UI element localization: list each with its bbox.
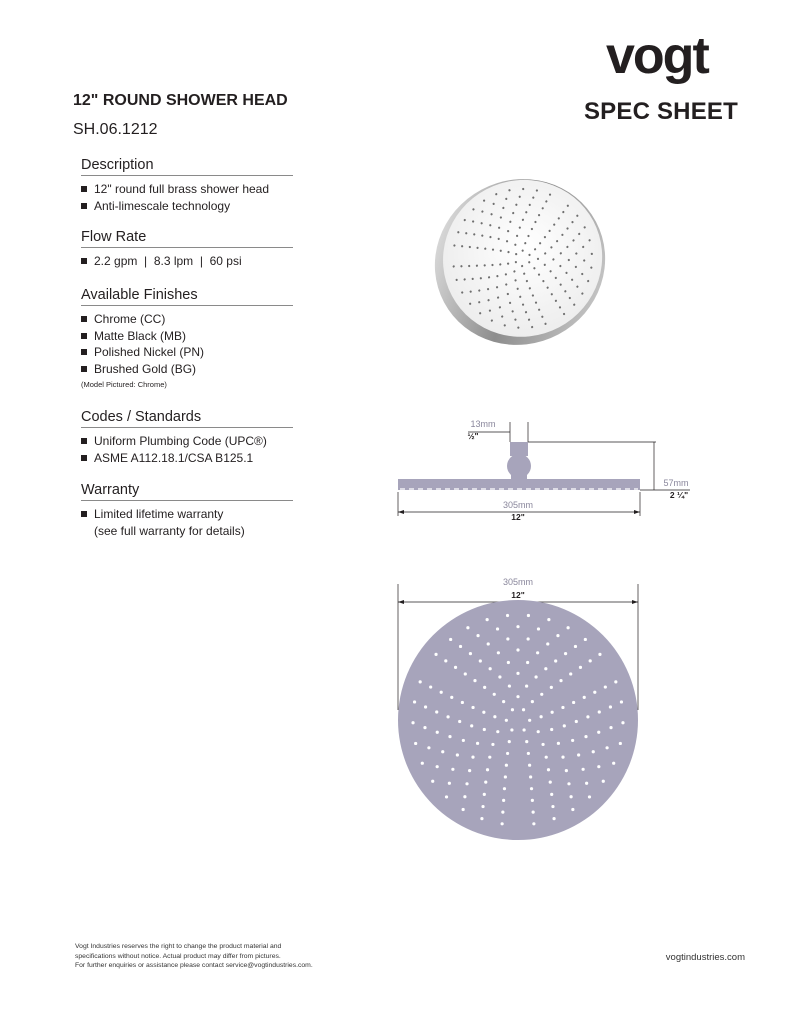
nozzle-dot <box>531 700 534 703</box>
nozzle-dot <box>569 672 572 675</box>
nozzle-dot <box>585 782 588 785</box>
nozzle-dot <box>563 724 566 727</box>
nozzle-dot <box>525 740 528 743</box>
nozzle-dot <box>516 625 519 628</box>
nozzle-dot <box>614 680 617 683</box>
nozzle-dot <box>505 764 508 767</box>
warranty-line-1: Limited lifetime warranty <box>94 507 224 521</box>
nozzle-dot <box>619 742 622 745</box>
nozzle-dot <box>448 782 451 785</box>
footer-disclaimer <box>75 942 313 971</box>
nozzle-dot <box>471 706 474 709</box>
nozzle-dot <box>498 675 501 678</box>
nozzle-dot <box>483 728 486 731</box>
nozzle-dot <box>462 739 465 742</box>
nozzle-dot <box>552 817 555 820</box>
nozzle-dot <box>584 735 587 738</box>
product-code: SH.06.1212 <box>73 121 158 138</box>
finishes-section <box>81 287 293 389</box>
nozzle-dot <box>586 715 589 718</box>
nozzle-dot <box>427 746 430 749</box>
nozzle-dot <box>413 700 416 703</box>
nozzle-dot <box>473 679 476 682</box>
model-pictured-note: (Model Pictured: Chrome) <box>81 380 167 389</box>
nozzle-dot <box>503 787 506 790</box>
nozzle-dot <box>584 638 587 641</box>
nozzle-dot <box>436 765 439 768</box>
nozzle-dot <box>556 634 559 637</box>
nozzle-dot <box>528 719 531 722</box>
nozzle-dot <box>456 753 459 756</box>
nozzle-dot <box>605 746 608 749</box>
nozzle-dot <box>574 645 577 648</box>
nozzle-dot <box>465 782 468 785</box>
nozzle-dot <box>429 685 432 688</box>
nozzle-dot <box>597 765 600 768</box>
nozzle-dot <box>423 726 426 729</box>
nozzle-dot <box>547 618 550 621</box>
nozzle-dot <box>567 782 570 785</box>
nozzle-dot <box>516 695 519 698</box>
flow-rate-section <box>81 229 293 270</box>
nozzle-dot <box>479 659 482 662</box>
nozzle-dot <box>476 634 479 637</box>
nozzle-dot <box>575 720 578 723</box>
nozzle-dot <box>532 822 535 825</box>
nozzle-dot <box>493 715 496 718</box>
nozzle-dot <box>528 764 531 767</box>
nozzle-dot <box>458 720 461 723</box>
nozzle-dot <box>448 735 451 738</box>
nozzle-dot <box>483 793 486 796</box>
list-item: Polished Nickel (PN) <box>81 344 293 361</box>
nozzle-dot <box>516 648 519 651</box>
vogt-logo: vogt <box>606 27 708 85</box>
nozzle-dot <box>421 762 424 765</box>
codes-section <box>81 409 293 466</box>
nozzle-dot <box>411 721 414 724</box>
nozzle-dot <box>493 693 496 696</box>
nozzle-dot <box>446 715 449 718</box>
nozzle-dot <box>487 642 490 645</box>
nozzle-dot <box>602 780 605 783</box>
nozzle-dot <box>463 795 466 798</box>
nozzle-dot <box>466 626 469 629</box>
nozzle-dot <box>424 705 427 708</box>
nozzle-dot <box>545 756 548 759</box>
nozzle-dot <box>557 742 560 745</box>
nozzle-dot <box>501 811 504 814</box>
nozzle-dot <box>541 743 544 746</box>
nozzle-dot <box>559 679 562 682</box>
nozzle-dot <box>489 667 492 670</box>
nozzle-dot <box>550 686 553 689</box>
nozzle-dot <box>502 799 505 802</box>
nozzle-dot <box>414 742 417 745</box>
nozzle-dot <box>532 811 535 814</box>
nozzle-dot <box>505 719 508 722</box>
nozzle-dot <box>488 756 491 759</box>
nozzle-dot <box>506 637 509 640</box>
nozzle-dot <box>516 672 519 675</box>
nozzle-dot <box>511 708 514 711</box>
nozzle-dot <box>462 808 465 811</box>
nozzle-dot <box>561 756 564 759</box>
list-item: Uniform Plumbing Code (UPC®) <box>81 433 293 450</box>
face-view-drawing <box>390 580 650 840</box>
nozzle-dot <box>546 642 549 645</box>
nozzle-dot <box>486 768 489 771</box>
nozzle-dot <box>482 711 485 714</box>
nozzle-dot <box>534 675 537 678</box>
nozzle-dot <box>530 787 533 790</box>
nozzle-dot <box>451 768 454 771</box>
nozzle-dot <box>435 710 438 713</box>
nozzle-dot <box>565 769 568 772</box>
nozzle-dot <box>441 750 444 753</box>
spec-sheet-title: SPEC SHEET <box>583 98 738 125</box>
nozzle-dot <box>506 752 509 755</box>
side-width-dimension-mm: 305mm <box>502 500 533 510</box>
nozzle-dot <box>551 711 554 714</box>
nozzle-dot <box>582 768 585 771</box>
nozzle-dot <box>588 795 591 798</box>
nozzle-dot <box>496 627 499 630</box>
codes-heading: Codes / Standards <box>81 409 293 428</box>
nozzle-dot <box>419 680 422 683</box>
list-item <box>81 506 293 539</box>
nozzle-dot <box>468 769 471 772</box>
nozzle-dot <box>481 805 484 808</box>
list-item: Matte Black (MB) <box>81 328 293 345</box>
nozzle-dot <box>491 743 494 746</box>
nozzle-dot <box>589 659 592 662</box>
warranty-heading: Warranty <box>81 482 293 501</box>
list-item: 12" round full brass shower head <box>81 181 293 198</box>
nozzle-dot <box>604 685 607 688</box>
nozzle-dot <box>471 756 474 759</box>
nozzle-dot <box>434 653 437 656</box>
nozzle-dot <box>504 775 507 778</box>
nozzle-dot <box>612 762 615 765</box>
nozzle-dot <box>502 700 505 703</box>
nozzle-dot <box>507 661 510 664</box>
top-width-dimension-in: 12" <box>511 590 525 600</box>
nozzle-dot <box>544 667 547 670</box>
nozzle-dot <box>444 659 447 662</box>
nozzle-dot <box>567 626 570 629</box>
nozzle-dot <box>525 684 528 687</box>
list-item: Chrome (CC) <box>81 311 293 328</box>
nozzle-dot <box>550 793 553 796</box>
nozzle-dot <box>561 706 564 709</box>
nozzle-dot <box>529 775 532 778</box>
product-image <box>420 170 620 355</box>
nozzle-dot <box>508 740 511 743</box>
nozzle-dot <box>536 651 539 654</box>
list-item: ASME A112.18.1/CSA B125.1 <box>81 450 293 467</box>
nozzle-dot <box>609 726 612 729</box>
nozzle-dot <box>527 614 530 617</box>
nozzle-dot <box>550 728 553 731</box>
nozzle-dot <box>598 653 601 656</box>
nozzle-dot <box>454 666 457 669</box>
warranty-line-2: (see full warranty for details) <box>94 523 245 538</box>
nozzle-dot <box>597 731 600 734</box>
list-item: Brushed Gold (BG) <box>81 361 293 378</box>
warranty-section <box>81 482 293 539</box>
nozzle-dot <box>540 715 543 718</box>
nozzle-dot <box>593 691 596 694</box>
nozzle-dot <box>483 686 486 689</box>
product-title: 12" ROUND SHOWER HEAD <box>73 92 288 109</box>
nozzle-dot <box>461 701 464 704</box>
nozzle-dot <box>436 731 439 734</box>
side-width-dimension-in: 12" <box>511 512 525 522</box>
nozzle-dot <box>571 739 574 742</box>
description-heading: Description <box>81 157 293 176</box>
arm-dimension-in: ½" <box>467 431 479 441</box>
nozzle-dot <box>579 666 582 669</box>
nozzle-dot <box>480 817 483 820</box>
nozzle-dot <box>537 627 540 630</box>
nozzle-dot <box>531 799 534 802</box>
arm-dimension-mm: 13mm <box>470 419 496 429</box>
nozzle-dot <box>621 721 624 724</box>
nozzle-dot <box>496 730 499 733</box>
nozzle-dot <box>470 724 473 727</box>
side-elevation-drawing <box>390 412 700 532</box>
disclaimer-line-2: specifications without notice. Actual product may differ from pictures. <box>75 952 281 960</box>
description-section <box>81 157 293 214</box>
nozzle-dot <box>522 708 525 711</box>
nozzle-dot <box>549 781 552 784</box>
list-item: Anti-limescale technology <box>81 198 293 215</box>
nozzle-dot <box>554 659 557 662</box>
list-item: 2.2 gpm | 8.3 lpm | 60 psi <box>81 253 293 270</box>
nozzle-dot <box>497 651 500 654</box>
nozzle-dot <box>527 752 530 755</box>
flow-rate-heading: Flow Rate <box>81 229 293 248</box>
nozzle-dot <box>609 705 612 708</box>
nozzle-dot <box>572 701 575 704</box>
height-dimension-mm: 57mm <box>663 478 689 488</box>
nozzle-dot <box>459 645 462 648</box>
nozzle-dot <box>577 753 580 756</box>
nozzle-dot <box>431 780 434 783</box>
nozzle-dot <box>583 696 586 699</box>
nozzle-dot <box>620 700 623 703</box>
nozzle-dot <box>571 808 574 811</box>
footer-website-link[interactable]: vogtindustries.com <box>665 952 745 963</box>
nozzle-dot <box>476 742 479 745</box>
nozzle-dot <box>510 728 513 731</box>
nozzle-dot <box>526 661 529 664</box>
nozzle-dot <box>501 822 504 825</box>
nozzle-dot <box>540 693 543 696</box>
disclaimer-line-3: For further enquiries or assistance please contact service@vogtindustries.com. <box>75 962 313 970</box>
nozzle-dot <box>469 652 472 655</box>
nozzle-dot <box>551 805 554 808</box>
nozzle-dot <box>564 652 567 655</box>
nozzle-dot <box>449 638 452 641</box>
nozzle-dot <box>445 795 448 798</box>
nozzle-dot <box>527 637 530 640</box>
nozzle-dot <box>569 795 572 798</box>
nozzle-dot <box>592 750 595 753</box>
nozzle-dot <box>486 618 489 621</box>
nozzle-dot <box>464 672 467 675</box>
nozzle-dot <box>484 781 487 784</box>
disclaimer-line-1: Vogt Industries reserves the right to change the product material and <box>75 943 282 950</box>
nozzle-dot <box>508 684 511 687</box>
top-width-dimension-mm: 305mm <box>502 577 533 587</box>
nozzle-dot <box>547 768 550 771</box>
nozzle-dot <box>506 614 509 617</box>
nozzle-dot <box>450 696 453 699</box>
nozzle-dot <box>523 728 526 731</box>
nozzle-dot <box>440 691 443 694</box>
height-dimension-in: 2 ¼" <box>669 490 689 500</box>
nozzle-dot <box>537 730 540 733</box>
nozzle-dot <box>598 710 601 713</box>
finishes-heading: Available Finishes <box>81 287 293 306</box>
